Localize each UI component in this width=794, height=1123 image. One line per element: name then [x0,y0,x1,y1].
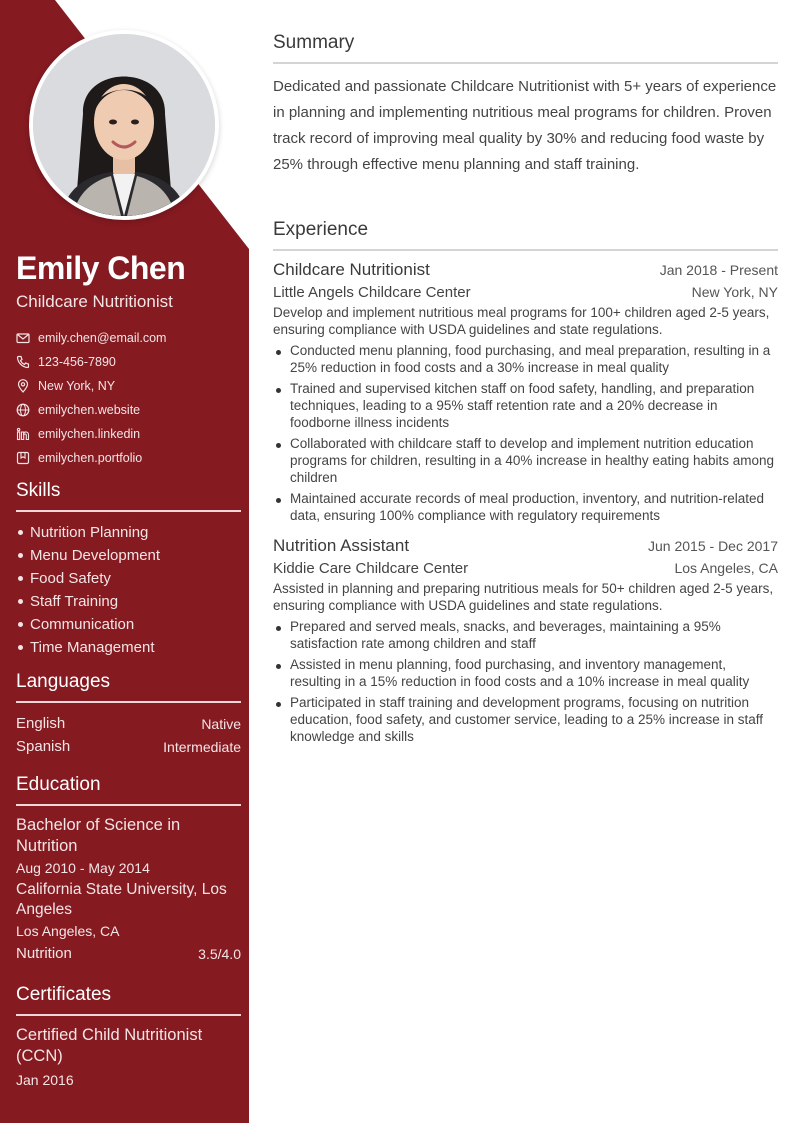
summary-text: Dedicated and passionate Childcare Nutritionist with 5+ years of experience in planning and implementing nutritious meal programs for children. Proven track record of improving meal quality by 30% and reducing food waste by 25% through effective menu planning and staff training. [273,78,777,173]
language-name: Spanish [16,738,71,755]
job-bullet: Assisted in menu planning, food purchasing, and inventory management, resulting in a 15% reduction in food costs and a 10% increase in meal quality [273,656,778,690]
skill-label: Communication [30,616,135,633]
skill-item [16,544,241,567]
contact-portfolio-text: emilychen.portfolio [38,451,143,465]
job-bullet: Trained and supervised kitchen staff on food safety, handling, and preparation techniques, leading to a 95% staff retention rate and a 20% decrease in foodborne illness incidents [273,380,778,431]
job-description: Assisted in planning and preparing nutritious meals for 50+ children aged 2-5 years, ensuring compliance with USDA guidelines and state regulations. [273,581,774,613]
job-location: New York, NY [691,284,778,300]
education-location: Los Angeles, CA [16,923,120,939]
contact-phone-text: 123-456-7890 [38,355,116,369]
linkedin-icon [16,427,30,441]
job-bullet: Collaborated with childcare staff to develop and implement nutrition education programs for children, resulting in a 40% increase in healthy eating habits among children [273,435,778,486]
job-subheader [273,560,778,577]
job-subheader [273,284,778,301]
contact-email[interactable] [16,326,241,350]
job-location: Los Angeles, CA [674,560,778,576]
job-title: Childcare Nutritionist [273,260,430,279]
education-school: California State University, Los Angeles [16,881,227,918]
skill-item [16,521,241,544]
bullet-dot [18,576,23,581]
job-header [273,260,778,280]
certificate-name: Certified Child Nutritionist (CCN) [16,1026,203,1065]
portrait-image [33,34,215,216]
certificates-section [16,984,241,1091]
education-section [16,774,241,965]
profile-photo [29,30,219,220]
contact-location [16,374,241,398]
language-name: English [16,715,66,732]
skill-item [16,590,241,613]
candidate-title: Childcare Nutritionist [16,292,173,311]
language-row [16,735,241,758]
bullet-dot [18,645,23,650]
job-bullets [273,342,778,524]
skill-label: Menu Development [30,547,161,564]
contact-website-text: emilychen.website [38,403,141,417]
job-bullet: Maintained accurate records of meal production, inventory, and nutrition-related data, ensuring 100% compliance with regulatory requirements [273,490,778,524]
skill-item [16,636,241,659]
skills-section [16,480,241,659]
job-description: Develop and implement nutritious meal programs for 100+ children aged 2-5 years, ensuring compliance with USDA guidelines and state regulations. [273,305,770,337]
contact-location-text: New York, NY [38,379,116,393]
job-bullet: Participated in staff training and development programs, focusing on nutrition education, food safety, and customer service, leading to a 25% increase in staff knowledge and skills [273,694,778,745]
skill-label: Staff Training [30,593,119,610]
education-gpa: 3.5/4.0 [198,946,241,962]
bullet-dot [18,553,23,558]
candidate-name: Emily Chen [16,250,186,286]
language-row [16,712,241,735]
globe-icon [16,403,30,417]
job-bullet: Conducted menu planning, food purchasing, and meal preparation, resulting in a 25% reduction in food costs and a 30% increase in meal quality [273,342,778,376]
phone-icon [16,355,30,369]
certificates-heading: Certificates [16,984,241,1016]
experience-heading: Experience [273,219,778,251]
job-company: Little Angels Childcare Center [273,284,471,301]
job-dates: Jun 2015 - Dec 2017 [648,538,778,554]
bullet-dot [18,599,23,604]
job-bullets [273,618,778,745]
job-company: Kiddie Care Childcare Center [273,560,469,577]
bullet-dot [18,622,23,627]
skill-item [16,567,241,590]
summary-heading: Summary [273,32,778,64]
portfolio-icon [16,451,30,465]
language-level: Native [201,715,241,732]
contact-linkedin[interactable] [16,422,241,446]
job-bullet: Prepared and served meals, snacks, and beverages, maintaining a 95% satisfaction rate among children and staff [273,618,778,652]
contact-website[interactable] [16,398,241,422]
job-title: Nutrition Assistant [273,536,410,555]
contact-linkedin-text: emilychen.linkedin [38,427,141,441]
sidebar [0,0,249,1123]
skill-label: Time Management [30,639,155,656]
contact-phone[interactable] [16,350,241,374]
job-entry [273,260,778,524]
education-dates: Aug 2010 - May 2014 [16,860,150,876]
certificate-date: Jan 2016 [16,1072,74,1088]
contact-email-text: emily.chen@email.com [38,331,167,345]
education-gpa-row [16,943,241,965]
job-entry [273,536,778,745]
contact-list [16,326,241,470]
skill-label: Food Safety [30,570,111,587]
languages-heading: Languages [16,671,241,703]
skill-label: Nutrition Planning [30,524,149,541]
contact-portfolio[interactable] [16,446,241,470]
location-icon [16,379,30,393]
job-header [273,536,778,556]
bullet-dot [18,530,23,535]
skills-heading: Skills [16,480,241,512]
language-level: Intermediate [163,738,241,755]
education-heading: Education [16,774,241,806]
education-field: Nutrition [16,945,72,962]
summary-section [273,32,778,178]
education-degree: Bachelor of Science in Nutrition [16,816,181,855]
skill-item [16,613,241,636]
email-icon [16,331,30,345]
languages-section [16,671,241,758]
job-dates: Jan 2018 - Present [659,262,778,278]
experience-section [273,219,778,749]
